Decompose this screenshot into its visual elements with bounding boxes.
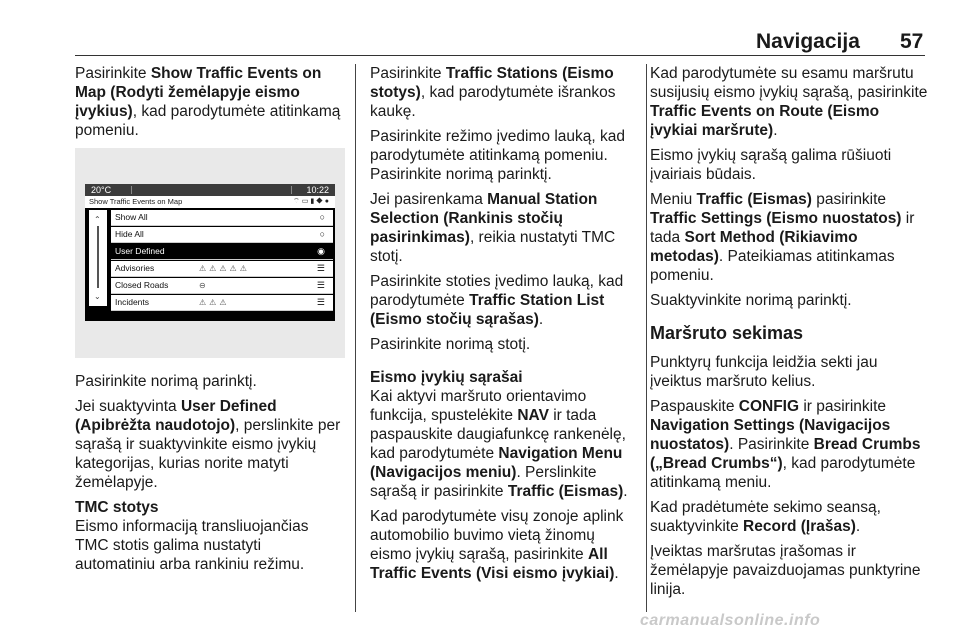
- paragraph: Jei pasirenkama Manual Station Selection (Rankinis stočių pasirinkimas), reikia nustatyti TMC stotį.: [370, 191, 616, 265]
- chevron-up-icon: ⌃: [94, 215, 101, 224]
- paragraph: Kad parodytumėte visų zonoje aplink automobilio buvimo vietą žinomų eismo įvykių sąrašą, pasirinkite All Traffic Events (Visi eismo įvykiai).: [370, 508, 624, 582]
- submenu-icon: ☰: [316, 297, 325, 307]
- info-icon: ●: [324, 198, 331, 205]
- settings-icon: ◆: [316, 198, 325, 205]
- paragraph: Pasirinkite režimo įvedimo lauką, kad parodytumėte atitinkamą pomeniu. Pasirinkite norimą parinktį.: [370, 128, 625, 183]
- paragraph: Pasirinkite stoties įvedimo lauką, kad parodytumėte Traffic Station List (Eismo stočių sąrašas).: [370, 273, 624, 328]
- option-list: [111, 210, 333, 312]
- wifi-icon: ⌔: [293, 198, 302, 205]
- page-number: 57: [900, 30, 924, 53]
- scrollbar[interactable]: [89, 210, 107, 306]
- watermark: carmanualsonline.info: [640, 612, 821, 629]
- list-item[interactable]: Advisories ⚠⚠⚠⚠⚠ ☰: [111, 261, 333, 277]
- paragraph: Jei suaktyvinta User Defined (Apibrėžta naudotojo), perslinkite per sąrašą ir suaktyvinkite eismo įvykių kategorijas, kurias norite matyti žemėlapyje.: [75, 398, 341, 491]
- paragraph: Kad parodytumėte su esamu maršrutu susijusių eismo įvykių sąrašą, pasirinkite Traffic Events on Route (Eismo įvykiai maršrute).: [650, 65, 928, 139]
- status-icons: [293, 196, 331, 208]
- column-3: [650, 64, 930, 605]
- column-2: [370, 64, 638, 589]
- paragraph: Pasirinkite norimą stotį.: [370, 336, 531, 353]
- display-screenshot: [75, 148, 345, 358]
- column-divider: [355, 64, 356, 612]
- incident-icons: ⚠⚠⚠: [199, 298, 230, 307]
- temperature: 20°C: [91, 185, 112, 195]
- header-rule: [75, 55, 925, 56]
- radio-selected-icon: ◉: [317, 246, 325, 256]
- screen-title-bar: [85, 196, 335, 208]
- status-bar: [85, 184, 335, 196]
- paragraph: Įveiktas maršrutas įrašomas ir žemėlapyje pavaizduojamas punktyrine linija.: [650, 543, 921, 598]
- submenu-icon: ☰: [316, 280, 325, 290]
- paragraph: Pasirinkite Traffic Stations (Eismo stotys), kad parodytumėte išrankos kaukę.: [370, 65, 616, 120]
- signal-icon: ▮: [310, 198, 317, 205]
- paragraph: Suaktyvinkite norimą parinktį.: [650, 292, 852, 309]
- paragraph: Paspauskite CONFIG ir pasirinkite Navigation Settings (Navigacijos nuostatos). Pasirinkite Bread Crumbs („Bread Crumbs“), kad parodytumėte atitinkamą meniu.: [650, 398, 921, 491]
- column-divider: [646, 64, 647, 612]
- screen-title: Show Traffic Events on Map: [89, 197, 183, 206]
- list-item[interactable]: Hide All ○: [111, 227, 333, 243]
- list-item[interactable]: Closed Roads ⊖ ☰: [111, 278, 333, 294]
- list-item[interactable]: Incidents ⚠⚠⚠ ☰: [111, 295, 333, 311]
- radio-icon: ○: [319, 229, 325, 239]
- paragraph: Pasirinkite Show Traffic Events on Map (Rodyti žemėlapyje eismo įvykius), kad parodytumėte atitinkamą pomeniu.: [75, 65, 341, 139]
- chapter-title: Navigacija: [756, 30, 860, 53]
- infotainment-screen: [85, 184, 335, 321]
- paragraph: Kad pradėtumėte sekimo seansą, suaktyvinkite Record (Įrašas).: [650, 499, 881, 535]
- subheading: Eismo įvykių sąrašai: [370, 369, 523, 386]
- paragraph: Kai aktyvi maršruto orientavimo funkcija, spustelėkite NAV ir tada paspauskite daugiafunkcę rankenėlę, kad parodytumėte Navigation Menu (Navigacijos meniu). Perslinkite sąrašą ir pasirinkite Traffic (Eismas).: [370, 388, 628, 500]
- page-header: [0, 28, 960, 60]
- list-item-selected[interactable]: User Defined ◉: [111, 244, 333, 260]
- traffic-icon: ▭: [301, 198, 311, 205]
- paragraph: Eismo informaciją transliuojančias TMC stotis galima nustatyti automatiniu arba rankiniu režimu.: [75, 518, 309, 573]
- closed-road-icon: ⊖: [199, 281, 209, 290]
- list-item[interactable]: Show All ○: [111, 210, 333, 226]
- column-1: [75, 64, 345, 580]
- paragraph: Punktyrų funkcija leidžia sekti jau įveiktus maršruto kelius.: [650, 354, 878, 390]
- radio-icon: ○: [319, 212, 325, 222]
- chevron-down-icon: ⌄: [94, 292, 101, 301]
- paragraph: Meniu Traffic (Eismas) pasirinkite Traffic Settings (Eismo nuostatos) ir tada Sort Method (Rikiavimo metodas). Pateikiamas atitinkamas pomeniu.: [650, 191, 915, 284]
- paragraph: Pasirinkite norimą parinktį.: [75, 373, 257, 390]
- section-heading: Maršruto sekimas: [650, 323, 804, 343]
- subheading: TMC stotys: [75, 499, 159, 516]
- paragraph: Eismo įvykių sąrašą galima rūšiuoti įvairiais būdais.: [650, 147, 892, 183]
- advisory-icons: ⚠⚠⚠⚠⚠: [199, 264, 250, 273]
- clock: 10:22: [306, 185, 329, 195]
- submenu-icon: ☰: [316, 263, 325, 273]
